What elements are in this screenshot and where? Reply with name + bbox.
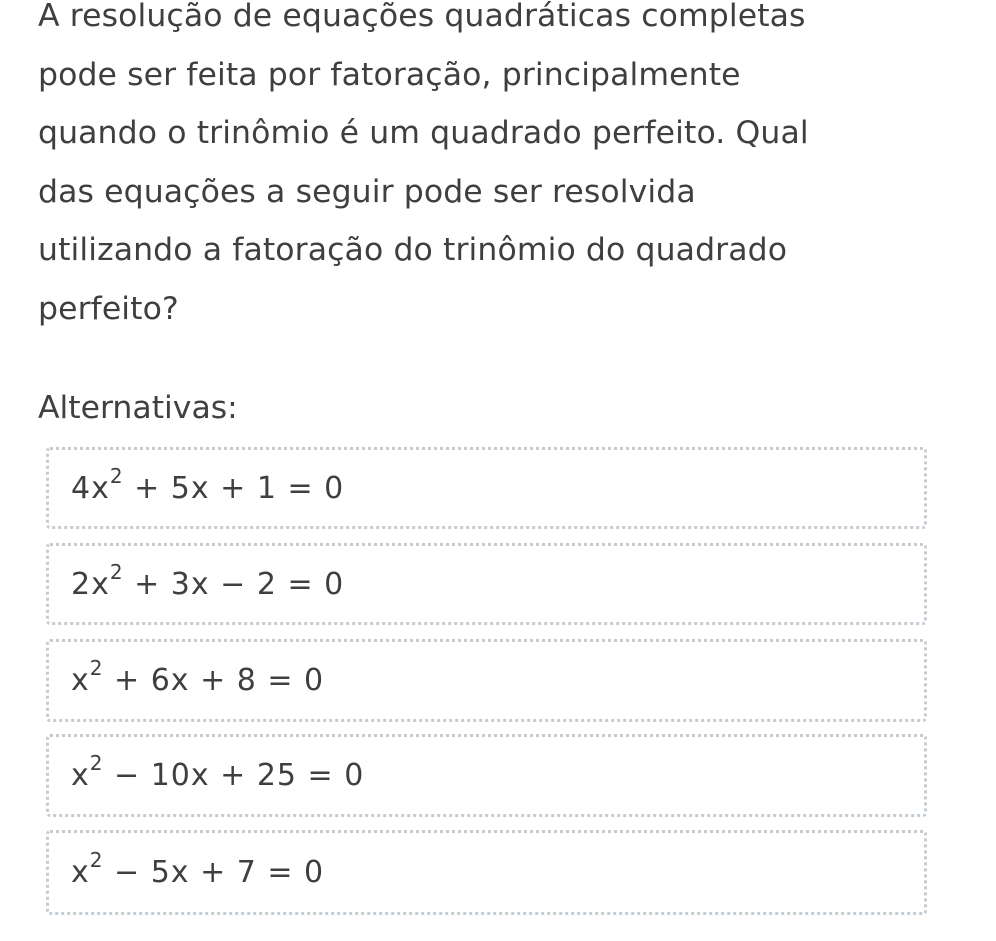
equation-exponent: 2	[89, 656, 104, 680]
equation-rest: − 5x + 7 = 0	[103, 855, 325, 890]
question-line: pode ser feita por fatoração, principalmente	[38, 56, 741, 93]
option-d[interactable]	[46, 734, 927, 817]
equation-rest: − 10x + 25 = 0	[103, 758, 365, 793]
option-equation	[71, 656, 325, 698]
equation-exponent: 2	[89, 751, 104, 775]
option-b[interactable]	[46, 543, 927, 625]
option-c[interactable]	[46, 639, 927, 722]
alternatives-heading: Alternativas:	[38, 390, 238, 426]
question-line: utilizando a fatoração do trinômio do quadrado	[38, 232, 788, 268]
equation-exponent: 2	[109, 463, 124, 488]
question-line: quando o trinômio é um quadrado perfeito. Qual	[38, 115, 809, 151]
question-line: A resolução de equações quadráticas completas	[38, 0, 806, 34]
equation-exponent: 2	[109, 559, 124, 584]
equation-base: x	[71, 663, 90, 698]
equation-base: 2x	[71, 566, 110, 602]
equation-base: 4x	[71, 470, 110, 506]
equation-exponent: 2	[89, 848, 104, 872]
option-equation	[71, 751, 365, 793]
equation-rest: + 3x − 2 = 0	[123, 566, 345, 602]
equation-rest: + 5x + 1 = 0	[123, 470, 345, 506]
option-equation	[71, 559, 345, 602]
question-line: perfeito?	[38, 290, 179, 327]
equation-base: x	[71, 758, 90, 793]
option-e[interactable]	[46, 830, 927, 915]
equation-base: x	[71, 855, 90, 890]
question-line: das equações a seguir pode ser resolvida	[38, 173, 696, 210]
option-equation	[71, 463, 345, 506]
question-text	[38, 0, 938, 338]
equation-rest: + 6x + 8 = 0	[103, 663, 325, 698]
option-equation	[71, 848, 325, 890]
options-list	[46, 447, 927, 915]
option-a[interactable]	[46, 447, 927, 529]
